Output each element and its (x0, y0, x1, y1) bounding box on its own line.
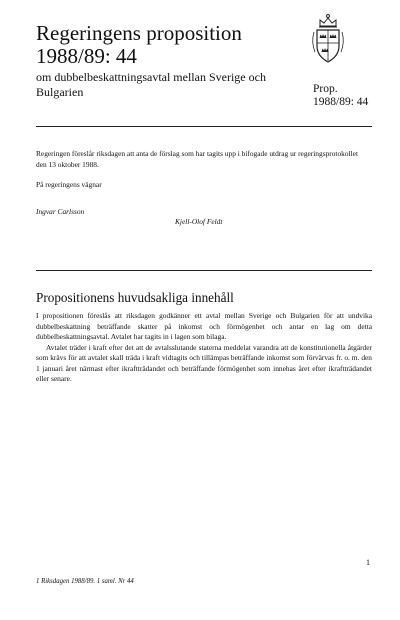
summary-paragraph-2: Avtalet träder i kraft efter det att de avtalsslutande staterna meddelat varandra att de konstitutionella åtgärder som krävs för att avtalet skall träda i kraft vidtagits och tillämpas beträffande inkomst som förvärvas fr. o. m. den 1 januari året närmast efter ikraftträdandet och beträffande förmögenhet som innehas året efter ikraftträdandet eller senare. (36, 342, 372, 383)
document-subtitle: om dubbelbeskattningsavtal mellan Sverige och Bulgarien (36, 70, 266, 99)
summary-heading: Propositionens huvudsakliga innehåll (36, 290, 234, 305)
on-behalf-text: På regeringens vägnar (36, 180, 102, 189)
title-line-2: 1988/89: 44 (36, 44, 137, 68)
intro-paragraph: Regeringen föreslår riksdagen att anta de förslag som har tagits upp i bifogade utdrag ur regeringsprotokollet den 13 oktober 1988. (36, 149, 359, 169)
document-title (36, 22, 242, 68)
prop-number: 1988/89: 44 (313, 96, 369, 108)
title-line-1: Regeringens proposition (36, 21, 242, 45)
page-number: 1 (366, 558, 370, 567)
page-footer: 1 Riksdagen 1988/89. 1 saml. Nr 44 (36, 578, 134, 585)
summary-paragraph-1: I propositionen föreslås att riksdagen godkänner ett avtal mellan Sverige och Bulgarien för att undvika dubbelbeskattning beträffande skatter på inkomst och förmögenhet och antar en lag om detta dubbelbeskattningsavtal. Avtalet har tagits in i lagen som bilaga. (36, 311, 372, 341)
signature-divider (36, 270, 372, 271)
summary-body (36, 311, 372, 385)
proposition-reference (313, 83, 368, 109)
coat-of-arms-emblem (308, 12, 348, 68)
signature-minister: Kjell-Olof Feldt (175, 217, 223, 226)
header-divider (36, 126, 372, 127)
prop-label: Prop. (313, 83, 338, 95)
signature-prime-minister: Ingvar Carlsson (36, 207, 85, 216)
